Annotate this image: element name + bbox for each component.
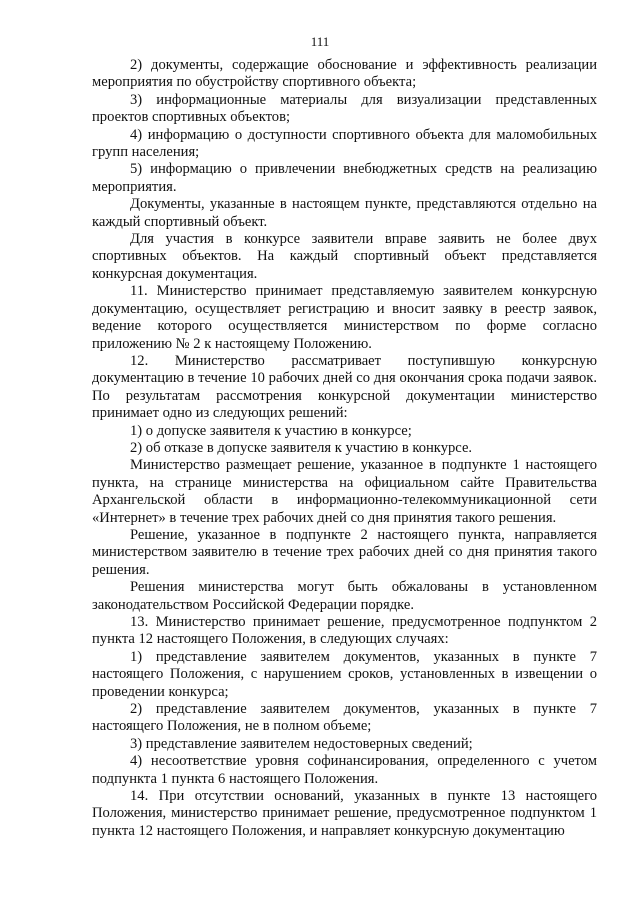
paragraph: Документы, указанные в настоящем пункте, представляются отдельно на каждый спортивный объект. [92, 196, 597, 230]
paragraph: Министерство размещает решение, указанное в подпункте 1 настоящего пункта, на странице министерства на официальном сайте Правительства Архангельской области в информационно-телекоммуникационной сети «Интернет» в течение трех рабочих дней со дня принятия такого решения. [92, 457, 597, 526]
paragraph: 2) об отказе в допуске заявителя к участию в конкурсе. [130, 439, 473, 456]
paragraph: Для участия в конкурсе заявители вправе заявить не более двух спортивных объектов. На каждый спортивный объект представляется конкурсная документация. [92, 231, 597, 282]
document-body [92, 57, 597, 840]
paragraph: 5) информацию о привлечении внебюджетных средств на реализацию мероприятия. [92, 161, 597, 195]
paragraph: 13. Министерство принимает решение, предусмотренное подпунктом 2 пункта 12 настоящего Положения, в следующих случаях: [92, 614, 597, 648]
paragraph: Решения министерства могут быть обжалованы в установленном законодательством Российской Федерации порядке. [92, 579, 597, 613]
paragraph: 3) представление заявителем недостоверных сведений; [130, 735, 473, 752]
paragraph: 1) о допуске заявителя к участию в конкурсе; [130, 422, 412, 439]
paragraph: 11. Министерство принимает представляемую заявителем конкурсную документацию, осуществляет регистрацию и вносит заявку в реестр заявок, ведение которого осуществляется министерством по форме согласно приложению № 2 к настоящему Положению. [92, 283, 597, 352]
paragraph: 1) представление заявителем документов, указанных в пункте 7 настоящего Положения, с нарушением сроков, установленных в извещении о проведении конкурса; [92, 648, 597, 700]
paragraph: 3) информационные материалы для визуализации представленных проектов спортивных объектов; [92, 91, 597, 126]
paragraph: 2) представление заявителем документов, указанных в пункте 7 настоящего Положения, не в полном объеме; [92, 701, 597, 735]
paragraph: 4) несоответствие уровня софинансирования, определенного с учетом подпункта 1 пункта 6 настоящего Положения. [92, 753, 597, 787]
page-number: 111 [310, 34, 330, 49]
paragraph: 2) документы, содержащие обоснование и эффективность реализации мероприятия по обустройству спортивного объекта; [92, 57, 597, 91]
paragraph: Решение, указанное в подпункте 2 настоящего пункта, направляется министерством заявителю в течение трех рабочих дней со дня принятия такого решения. [92, 526, 597, 578]
paragraph: 12. Министерство рассматривает поступившую конкурсную документацию в течение 10 рабочих дней со дня окончания срока подачи заявок. По результатам рассмотрения конкурсной документации министерство принимает одно из следующих решений: [92, 352, 597, 422]
paragraph: 4) информацию о доступности спортивного объекта для маломобильных групп населения; [92, 126, 597, 161]
paragraph: 14. При отсутствии оснований, указанных в пункте 13 настоящего Положения, министерство принимает решение, предусмотренное подпунктом 1 пункта 12 настоящего Положения, и направляет конкурсную документацию [92, 788, 597, 839]
